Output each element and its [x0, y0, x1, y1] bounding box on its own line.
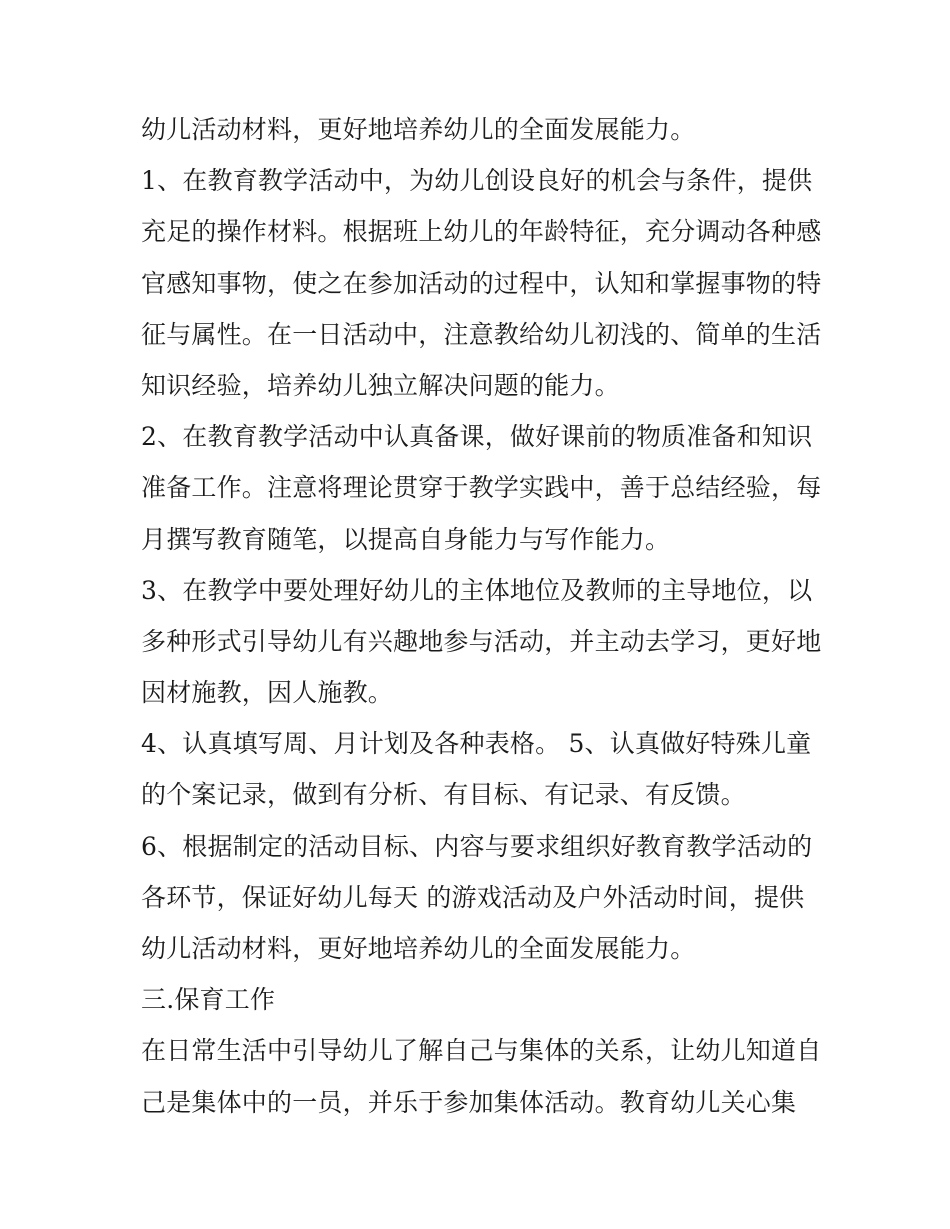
text-line: 幼儿活动材料，更好地培养幼儿的全面发展能力。: [141, 115, 696, 144]
text-line: 3、在教学中要处理好幼儿的主体地位及教师的主导地位，以: [141, 575, 813, 605]
text-line: 准备工作。注意将理论贯穿于教学实践中，善于总结经验，每: [141, 473, 822, 503]
text-line: 各环节，保证好幼儿每天 的游戏活动及户外活动时间，提供: [141, 882, 805, 912]
section-heading: 三.保育工作: [141, 985, 276, 1015]
text-line: 1、在教育教学活动中，为幼儿创设良好的机会与条件，提供: [141, 166, 813, 196]
text-line: 6、根据制定的活动目标、内容与要求组织好教育教学活动的: [141, 831, 813, 861]
text-line: 4、认真填写周、月计划及各种表格。 5、认真做好特殊儿童: [141, 729, 812, 759]
text-line: 幼儿活动材料，更好地培养幼儿的全面发展能力。: [141, 934, 696, 963]
text-line: 因材施教，因人施教。: [141, 678, 394, 708]
text-line: 月撰写教育随笔，以提高自身能力与写作能力。: [141, 524, 671, 554]
text-line: 己是集体中的一员，并乐于参加集体活动。教育幼儿关心集: [141, 1087, 797, 1117]
text-line: 多种形式引导幼儿有兴趣地参与活动，并主动去学习，更好地: [141, 626, 822, 656]
text-line: 的个案记录，做到有分析、有目标、有记录、有反馈。: [141, 780, 746, 810]
text-line: 在日常生活中引导幼儿了解自己与集体的关系，让幼儿知道自: [141, 1036, 822, 1066]
document-body: [141, 104, 821, 1128]
text-line: 充足的操作材料。根据班上幼儿的年龄特征，充分调动各种感: [141, 217, 822, 247]
text-line: 2、在教育教学活动中认真备课，做好课前的物质准备和知识: [141, 422, 813, 452]
text-line: 官感知事物，使之在参加活动的过程中，认知和掌握事物的特: [141, 268, 822, 298]
text-line: 征与属性。在一日活动中，注意教给幼儿初浅的、简单的生活: [141, 319, 822, 349]
text-line: 知识经验，培养幼儿独立解决问题的能力。: [141, 370, 620, 400]
